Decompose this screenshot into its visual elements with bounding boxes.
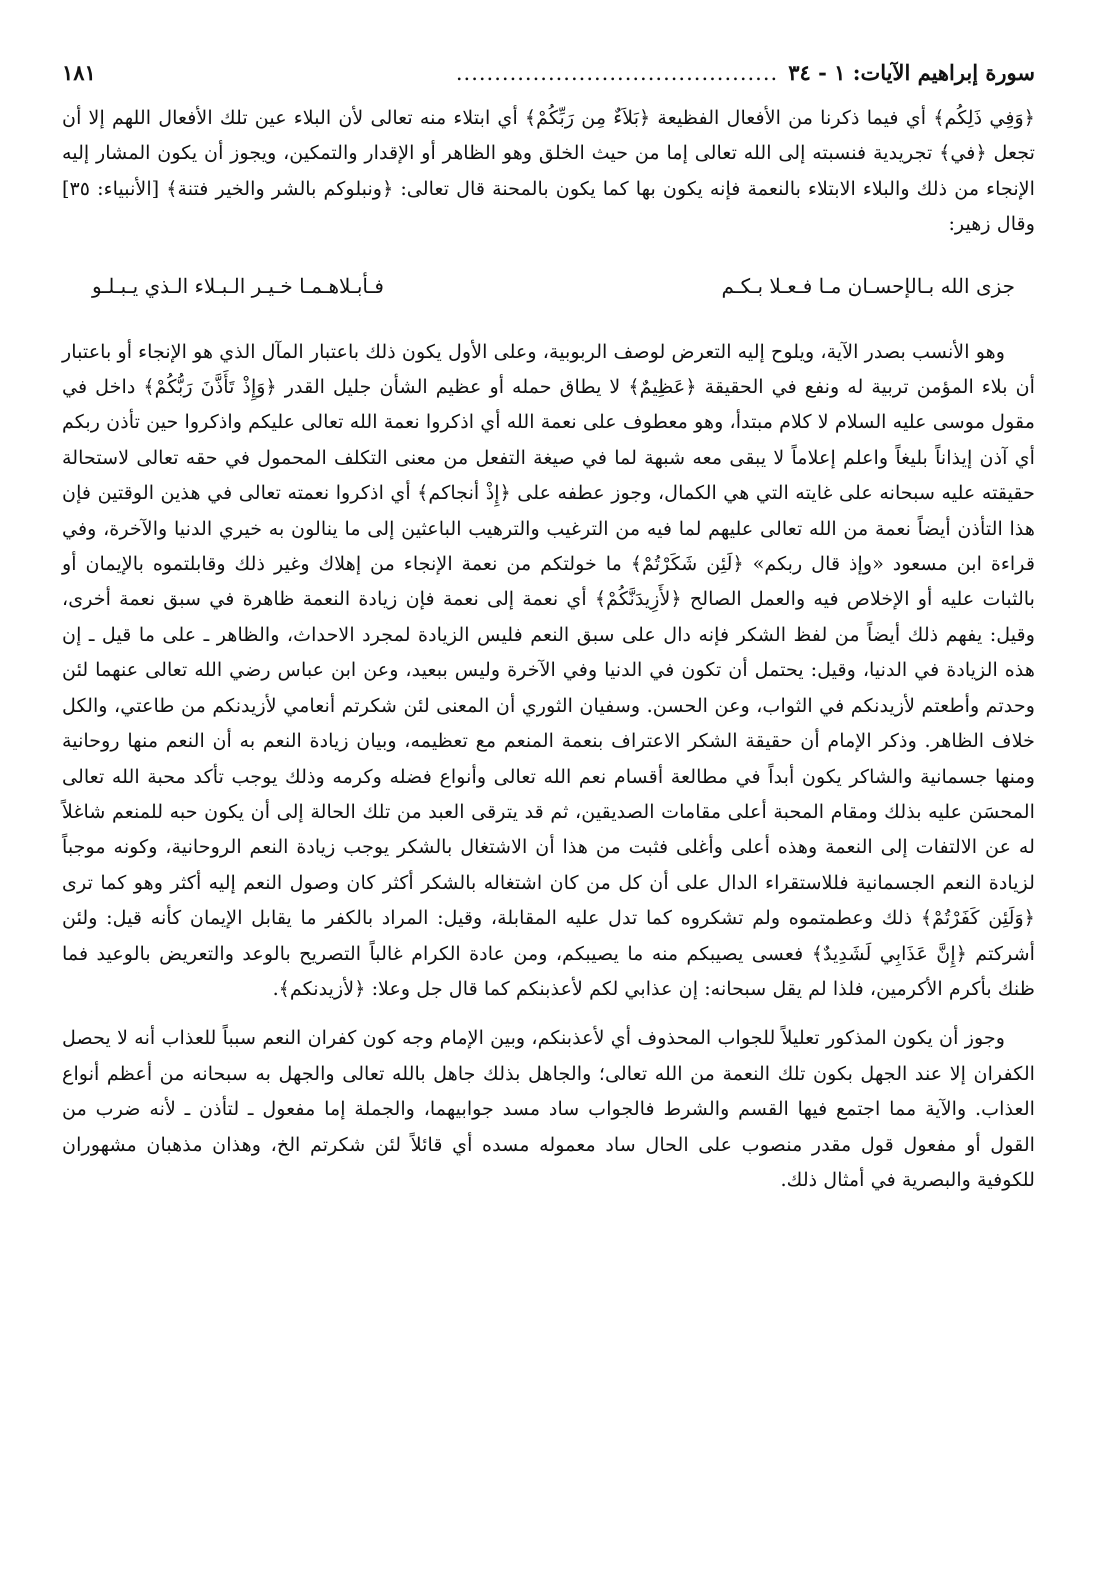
running-title: سورة إبراهيم الآيات: ١ - ٣٤ xyxy=(788,60,1035,85)
verse-first-hemistich: جزى الله بـالإحسـان مـا فـعـلا بـكـم xyxy=(721,273,1015,298)
page-header xyxy=(62,60,1035,100)
paragraph-block-2 xyxy=(62,334,1035,1007)
paragraph-text: وجوز أن يكون المذكور تعليلاً للجواب المحذوف أي لأعذبنكم، وبين الإمام وجه كون كفران النعم سبباً للعذاب أنه لا يحصل الكفران إلا عند الجهل بكون تلك النعمة من الله تعالى؛ والجاهل بذلك جاهل بالله تعالى والجهل به سبحانه من أعظم أنواع العذاب. والآية مما اجتمع فيها القسم والشرط فالجواب ساد مسد جوابيهما، والجملة إما مفعول ـ لتأذن ـ لأنه ضرب من القول أو مفعول قول مقدر منصوب على الحال ساد معموله مسده أي قائلاً لئن شكرتم الخ، وهذان مذهبان مشهوران للكوفية والبصرية في أمثال ذلك. xyxy=(62,1026,1035,1191)
paragraph-block-1 xyxy=(62,100,1035,242)
leader-dots: .......................................... xyxy=(455,61,779,85)
page-number: ١٨١ xyxy=(62,60,96,85)
paragraph-text: ﴿وَفِي ذَلِكُم﴾ أي فيما ذكرنا من الأفعال الفظيعة ﴿بَلاَءٌ مِن رَبِّكُمْ﴾ أي ابتلاء منه تعالى لأن البلاء عين تلك الأفعال اللهم إلا أن تجعل ﴿في﴾ تجريدية فنسبته إلى الله تعالى إما من حيث الخلق وهو الظاهر أو الإقدار والتمكين، ويجوز أن يكون المشار إليه الإنجاء من ذلك والبلاء الابتلاء بالنعمة فإنه يكون بها كما يكون بالمحنة قال تعالى: ﴿ونبلوكم بالشر والخير فتنة﴾ [الأنبياء: ٣٥] وقال زهير: xyxy=(62,106,1035,236)
verse-second-hemistich: فـأبـلاهـمـا خـيـر الـبـلاء الـذي يـبـلـو xyxy=(92,273,384,298)
poetry-verse xyxy=(62,274,1035,298)
paragraph-block-3 xyxy=(62,1020,1035,1197)
paragraph-text: وهو الأنسب بصدر الآية، ويلوح إليه التعرض لوصف الربوبية، وعلى الأول يكون ذلك باعتبار المآل الذي هو الإنجاء أو باعتبار أن بلاء المؤمن تربية له ونفع في الحقيقة ﴿عَظِيمٌ﴾ لا يطاق حمله أو عظيم الشأن جليل القدر ﴿وَإِذْ تَأَذَّنَ رَبُّكُمْ﴾ داخل في مقول موسى عليه السلام لا كلام مبتدأ، وهو معطوف على نعمة الله أي اذكروا نعمة الله تعالى عليكم واذكروا حين تأذن ربكم أي آذن إيذاناً بليغاً واعلم إعلاماً لا يبقى معه شبهة لما في صيغة التفعل من معنى التكلف المحمول في حقه تعالى لاستحالة حقيقته عليه سبحانه على غايته التي هي الكمال، وجوز عطفه على ﴿إِذْ أنجاكم﴾ أي اذكروا نعمته تعالى في هذين الوقتين فإن هذا التأذن أيضاً نعمة من الله تعالى عليهم لما فيه من الترغيب والترهيب الباعثين إلى ما ينالون به خيري الدنيا والآخرة، وفي قراءة ابن مسعود «وإذ قال ربكم» ﴿لَئِن شَكَرْتُمْ﴾ ما خولتكم من نعمة الإنجاء من إهلاك وغير ذلك وقابلتموه بالإيمان أو بالثبات عليه أو الإخلاص فيه والعمل الصالح ﴿لأَزِيدَنَّكُمْ﴾ أي نعمة إلى نعمة فإن زيادة النعمة ظاهرة في سبق نعمة أخرى، وقيل: يفهم ذلك أيضاً من لفظ الشكر فإنه دال على سبق النعم فليس الزيادة لمجرد الاحداث، والظاهر ـ على ما قيل ـ إن هذه الزيادة في الدنيا، وقيل: يحتمل أن تكون في الدنيا وفي الآخرة وليس ببعيد، وعن ابن عباس رضي الله تعالى عنهما لئن وحدتم وأطعتم لأزيدنكم في الثواب، وعن الحسن. وسفيان الثوري أن المعنى لئن شكرتم أنعامي لأزيدنكم من طاعتي، والكل خلاف الظاهر. وذكر الإمام أن حقيقة الشكر الاعتراف بنعمة المنعم مع تعظيمه، وبيان زيادة النعم به أن النعم منها روحانية ومنها جسمانية والشاكر يكون أبداً في مطالعة أقسام نعم الله تعالى وأنواع فضله وكرمه وذلك يوجب تأكد محبة الله تعالى المحسَن عليه بذلك ومقام المحبة أعلى مقامات الصديقين، ثم قد يترقى العبد من تلك الحالة إلى أن يكون حبه للمنعم شاغلاً له عن الالتفات إلى النعمة وهذه أعلى وأغلى فثبت من هذا أن الاشتغال بالشكر يوجب زيادة النعم الروحانية، وكونه موجباً لزيادة النعم الجسمانية فللاستقراء الدال على أن كل من كان اشتغاله بالشكر أكثر كان وصول النعم إليه أكثر وهو كما ترى ﴿وَلَئِن كَفَرْتُمْ﴾ ذلك وعطمتموه ولم تشكروه كما تدل عليه المقابلة، وقيل: المراد بالكفر ما يقابل الإيمان كأنه قيل: ولئن أشركتم ﴿إِنَّ عَذَابِي لَشَدِيدٌ﴾ فعسى يصيبكم منه ما يصيبكم، ومن عادة الكرام غالباً التصريح بالوعد والتعريض بالوعيد فما ظنك بأكرم الأكرمين، فلذا لم يقل سبحانه: إن عذابي لكم لأعذبنكم كما قال جل وعلا: ﴿لأزيدنكم﴾. xyxy=(62,339,1035,1000)
